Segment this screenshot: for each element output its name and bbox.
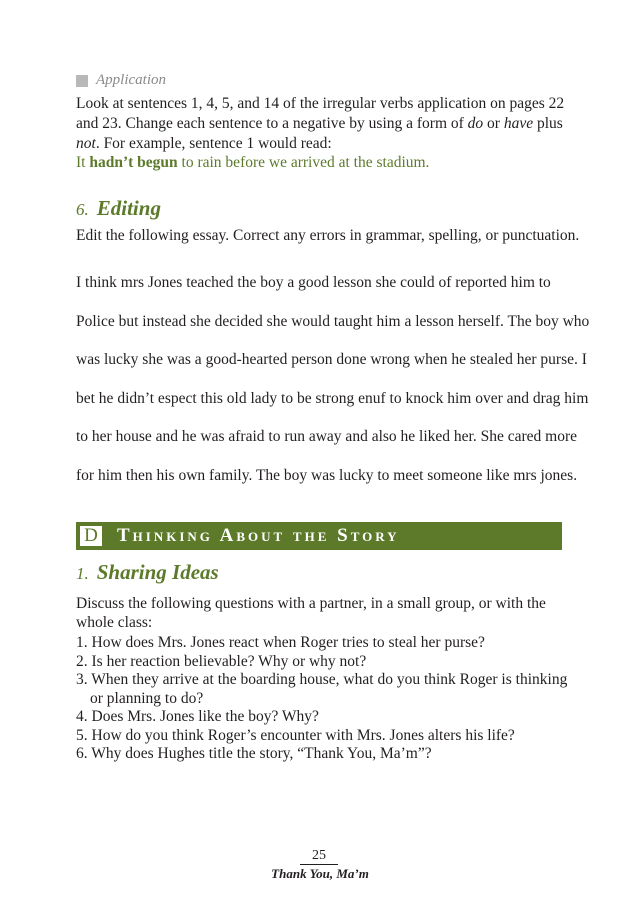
editing-title: Editing — [96, 196, 161, 220]
essay-line: for him then his own family. The boy was lucky to meet someone like mrs jones. — [76, 466, 578, 484]
editing-number: 6. — [76, 200, 89, 219]
application-line-2: and 23. Change each sentence to a negative by using a form of do or have plus — [76, 115, 563, 132]
sharing-intro-line-1: Discuss the following questions with a partner, in a small group, or with the — [76, 595, 546, 612]
editing-heading — [76, 196, 161, 221]
section-title: Thinking About the Story — [117, 525, 400, 546]
essay-line: Police but instead she decided she would taught him a lesson herself. The boy who — [76, 312, 590, 330]
sharing-number: 1. — [76, 564, 89, 583]
section-d-banner — [76, 522, 562, 550]
page-number: 25 — [300, 848, 338, 865]
editing-instruction: Edit the following essay. Correct any errors in grammar, spelling, or punctuation. — [76, 227, 580, 244]
running-footer-title: Thank You, Ma’m — [271, 866, 369, 881]
essay-line: to her house and he was afraid to run away and also he liked her. She cared more — [76, 428, 577, 445]
question-3: 3. When they arrive at the boarding house, what do you think Roger is thinking — [76, 671, 568, 688]
question-list — [76, 634, 576, 764]
application-example: It hadn’t begun to rain before we arrived at the stadium. — [76, 154, 430, 171]
application-heading-label: Application — [96, 72, 166, 88]
question-1: 1. How does Mrs. Jones react when Roger tries to steal her purse? — [76, 634, 485, 651]
essay-line: I think mrs Jones teached the boy a good lesson she could of reported him to — [76, 274, 551, 291]
square-bullet-icon — [76, 75, 88, 87]
sharing-intro — [76, 594, 576, 632]
question-6: 6. Why does Hughes title the story, “Thank You, Ma’m”? — [76, 745, 432, 762]
question-4: 4. Does Mrs. Jones like the boy? Why? — [76, 708, 319, 725]
sharing-heading — [76, 560, 219, 585]
essay-line: was lucky she was a good-hearted person done wrong when he stealed her purse. I — [76, 351, 587, 368]
application-line-1: Look at sentences 1, 4, 5, and 14 of the irregular verbs application on pages 22 — [76, 95, 565, 112]
sharing-intro-line-2: whole class: — [76, 614, 153, 631]
application-heading — [76, 72, 166, 89]
question-3-continued: or planning to do? — [90, 689, 204, 707]
question-5: 5. How do you think Roger’s encounter with Mrs. Jones alters his life? — [76, 726, 515, 744]
application-text — [76, 94, 576, 154]
essay-line: bet he didn’t espect this old lady to be strong enuf to knock him over and drag him — [76, 389, 589, 407]
sharing-title: Sharing Ideas — [96, 560, 219, 584]
application-line-3: not. For example, sentence 1 would read: — [76, 135, 332, 152]
essay — [76, 274, 590, 505]
question-2: 2. Is her reaction believable? Why or why not? — [76, 652, 367, 670]
section-letter: D — [79, 525, 103, 547]
